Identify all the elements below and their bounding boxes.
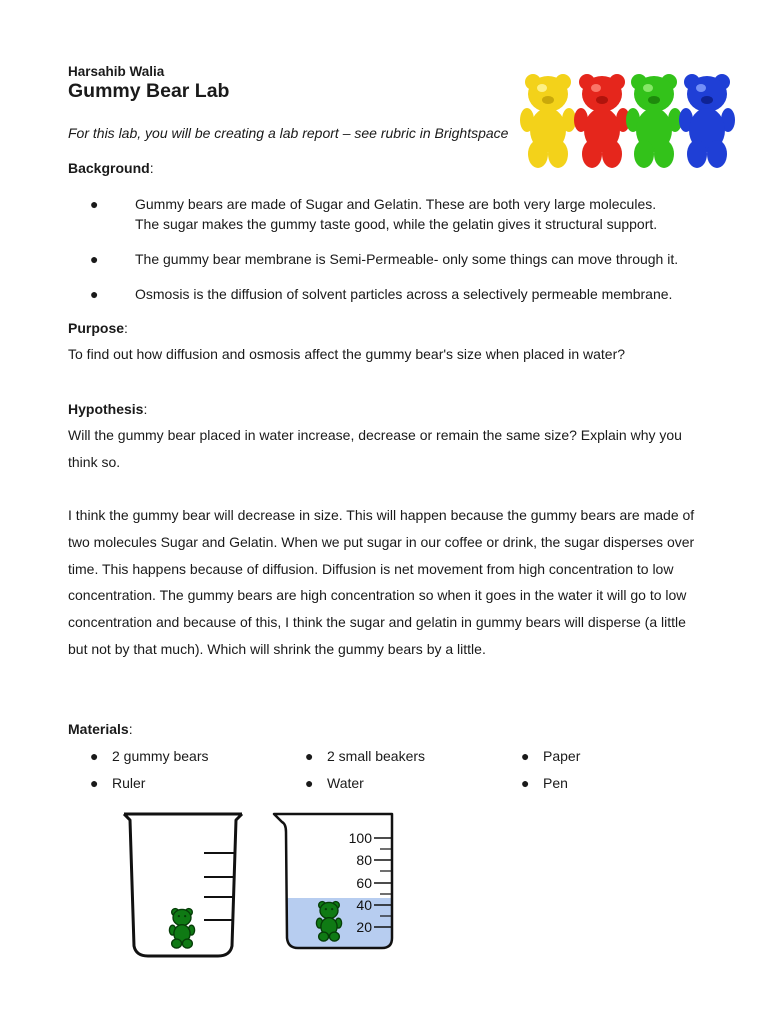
background-heading: Background: [68, 160, 154, 176]
intro-text: For this lab, you will be creating a lab report – see rubric in Brightspace [68, 125, 509, 141]
purpose-text: To find out how diffusion and osmosis affect the gummy bear's size when placed in water? [68, 346, 626, 362]
materials-heading: Materials: [68, 721, 133, 737]
small-gummy-bear [316, 902, 341, 942]
author-name: Harsahib Walia [68, 64, 165, 79]
hypothesis-question: Will the gummy bear placed in water increase, decrease or remain the same size? Explain why you think so. [68, 427, 682, 470]
small-gummy-bear [169, 909, 194, 949]
purpose-heading: Purpose: [68, 320, 128, 336]
blue-bear [679, 74, 735, 168]
red-bear [574, 74, 630, 168]
yellow-bear [520, 74, 576, 168]
bullet-dot: ● [90, 251, 99, 267]
gummy-bears-image [520, 72, 735, 176]
green-bear [626, 74, 682, 168]
beaker-label-80: 80 [356, 852, 372, 868]
bullet-dot: ● [90, 196, 99, 212]
beaker-label-40: 40 [356, 897, 372, 913]
beaker-water-illustration [270, 810, 400, 955]
hypothesis-heading: Hypothesis: [68, 401, 148, 417]
beaker-empty-illustration [120, 810, 246, 960]
beaker-label-100: 100 [348, 830, 372, 846]
page-title: Gummy Bear Lab [68, 80, 230, 102]
beaker-label-20: 20 [356, 919, 372, 935]
bullet-dot: ● [90, 286, 99, 302]
hypothesis-answer: I think the gummy bear will decrease in size. This will happen because the gummy bears are made of two molecules Sugar and Gelatin. When we put sugar in our coffee or drink, the sugar disperses over time. This happens because of diffusion. Diffusion is net movement from high concentration to low concentration. The gummy bears are high concentration so when it goes in the water it will go to low concentration and because of this, I think the sugar and gelatin in gummy bears will disperse (a little but not by that much). Which will shrink the gummy bears by a little. [68, 507, 695, 657]
beaker-label-60: 60 [356, 875, 372, 891]
